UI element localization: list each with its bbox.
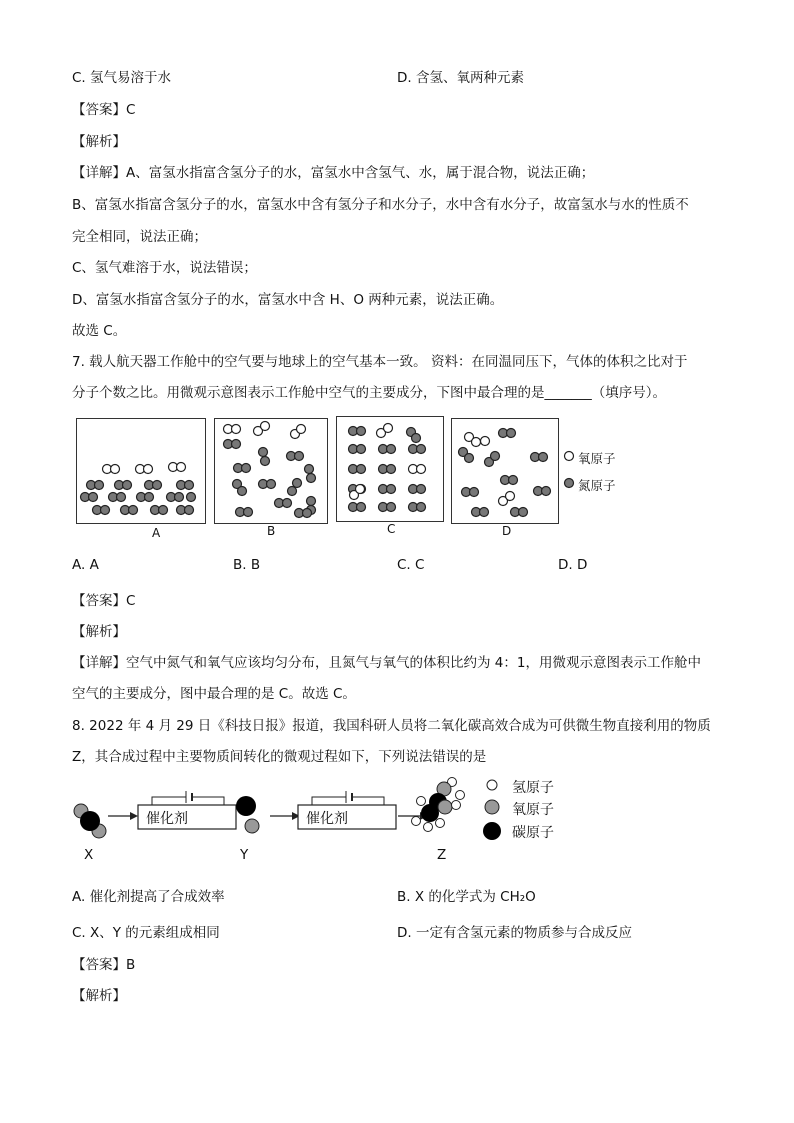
q7-legend-symbols: [563, 450, 577, 490]
q6-option-d: D. 含氢、氧两种元素: [397, 70, 524, 86]
q8-stem-line: 8. 2022 年 4 月 29 日《科技日报》报道，我国科研人员将二氧化碳高效合成为可供微生物直接利用的物质: [72, 718, 711, 734]
q8-stem-line: Z，其合成过程中主要物质间转化的微观过程如下，下列说法错误的是: [72, 749, 487, 765]
q7-box-label-c: C: [387, 522, 396, 536]
q8-option-b: B. X 的化学式为 CH₂O: [397, 889, 536, 905]
y-oxygen-atom: [245, 819, 259, 833]
q7-molecules-d: [452, 419, 558, 523]
q6-analysis: 【解析】: [72, 134, 126, 150]
q6-detail-line: C、氢气难溶于水，说法错误；: [72, 260, 257, 276]
q8-label-z: Z: [437, 847, 447, 863]
oxygen-atom-icon: [485, 800, 499, 814]
q7-detail-line: 空气的主要成分，图中最合理的是 C。故选 C。: [72, 686, 356, 702]
q6-detail-line: D、富氢水指富含氢分子的水，富氢水中含 H、O 两种元素，说法正确。: [72, 292, 504, 308]
q6-option-c: C. 氢气易溶于水: [72, 70, 172, 86]
q7-legend-oxygen: 氧原子: [578, 451, 616, 466]
q7-box-label-b: B: [267, 524, 276, 538]
q7-detail-line: 【详解】空气中氮气和氧气应该均匀分布，且氮气与氧气的体积比约为 4：1，用微观示意图表示工作舱中: [72, 655, 701, 671]
q8-option-a: A. 催化剂提高了合成效率: [72, 889, 225, 905]
nitrogen-atom-icon: [565, 479, 574, 488]
q7-option-d: D. D: [558, 557, 588, 573]
q6-detail-line: 故选 C。: [72, 323, 127, 339]
q8-label-y: Y: [240, 847, 249, 863]
x-carbon-atom: [80, 811, 100, 831]
y-carbon-atom: [236, 796, 256, 816]
q7-legend-nitrogen: 氮原子: [578, 478, 616, 493]
q8-legend-oxygen: 氧原子: [512, 802, 554, 818]
q6-detail-line: 完全相同，说法正确；: [72, 229, 207, 245]
q7-box-b: [214, 418, 328, 524]
q7-analysis: 【解析】: [72, 624, 126, 640]
q7-stem-line: 分子个数之比。用微观示意图表示工作舱中空气的主要成分，下图中最合理的是_______（填序号）。: [72, 385, 666, 401]
q8-answer: 【答案】B: [72, 957, 136, 973]
q8-legend-carbon: 碳原子: [512, 825, 554, 841]
q7-box-a: [76, 418, 206, 524]
q7-stem-line: 7. 载人航天器工作舱中的空气要与地球上的空气基本一致。 资料：在同温同压下，气体的体积之比对于: [72, 354, 688, 370]
q7-box-label-d: D: [502, 524, 512, 538]
q8-legend-hydrogen: 氢原子: [512, 780, 554, 796]
q8-catalyst-label-1: 催化剂: [146, 811, 188, 827]
q7-molecules-a: [77, 419, 205, 523]
q7-molecules-b: [215, 419, 327, 523]
q8-option-c: C. X、Y 的元素组成相同: [72, 925, 220, 941]
oxygen-atom-icon: [565, 452, 574, 461]
q7-box-label-a: A: [152, 526, 161, 540]
q7-option-c: C. C: [397, 557, 425, 573]
q7-box-d: [451, 418, 559, 524]
q8-label-x: X: [84, 847, 94, 863]
q7-molecules-c: [337, 417, 443, 521]
q8-analysis: 【解析】: [72, 988, 126, 1004]
hydrogen-atom-icon: [487, 780, 497, 790]
q6-detail-line: B、富氢水指富含氢分子的水，富氢水中含有氢分子和水分子，水中含有水分子，故富氢水与水的性质不: [72, 197, 689, 213]
carbon-atom-icon: [483, 822, 501, 840]
q7-option-a: A. A: [72, 557, 99, 573]
q6-detail-line: 【详解】A、富氢水指富含氢分子的水，富氢水中含氢气、水，属于混合物，说法正确；: [72, 165, 595, 181]
q8-catalyst-label-2: 催化剂: [306, 811, 348, 827]
q6-answer: 【答案】C: [72, 102, 136, 118]
q8-option-d: D. 一定有含氢元素的物质参与合成反应: [397, 925, 632, 941]
q7-option-b: B. B: [233, 557, 261, 573]
q7-answer: 【答案】C: [72, 593, 136, 609]
q7-box-c: [336, 416, 444, 522]
